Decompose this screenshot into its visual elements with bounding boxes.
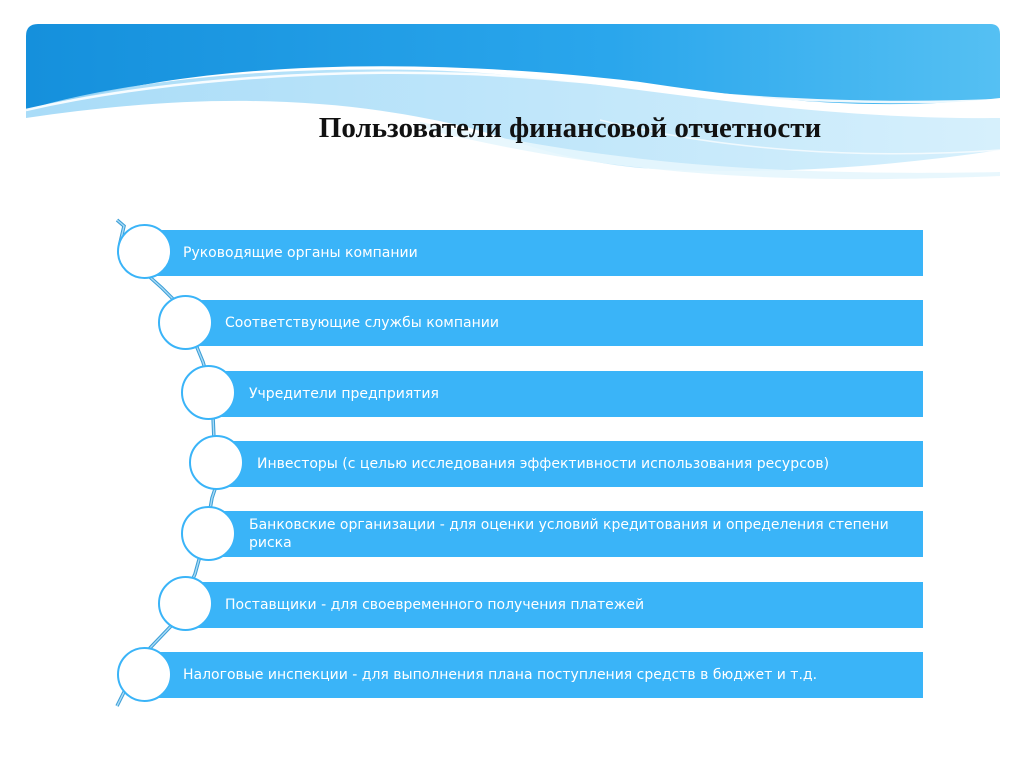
bullet-circle bbox=[158, 295, 213, 350]
user-bar-founders bbox=[210, 371, 923, 417]
user-bar-banks bbox=[210, 511, 923, 557]
bullet-circle bbox=[117, 224, 172, 279]
slide-title: Пользователи финансовой отчетности bbox=[318, 112, 822, 144]
bullet-circle bbox=[158, 576, 213, 631]
user-bar-company-services bbox=[187, 300, 923, 346]
user-label: Поставщики - для своевременного получения платежей bbox=[225, 597, 645, 613]
user-label: Соответствующие службы компании bbox=[225, 315, 499, 331]
user-label: Инвесторы (с целью исследования эффективности использования ресурсов) bbox=[257, 456, 830, 472]
user-label: Руководящие органы компании bbox=[183, 245, 418, 261]
bullet-circle bbox=[117, 647, 172, 702]
user-bar-suppliers bbox=[187, 582, 923, 628]
bullet-circle bbox=[181, 506, 236, 561]
user-bar-tax-inspections bbox=[146, 652, 923, 698]
bullet-circle bbox=[189, 435, 244, 490]
user-label: Учредители предприятия bbox=[249, 386, 439, 402]
user-label: Банковские организации - для оценки условий кредитования и определения степени риска bbox=[249, 517, 889, 551]
user-bar-management bbox=[146, 230, 923, 276]
user-bar-investors bbox=[218, 441, 923, 487]
user-label: Налоговые инспекции - для выполнения плана поступления средств в бюджет и т.д. bbox=[183, 667, 818, 683]
bullet-circle bbox=[181, 365, 236, 420]
